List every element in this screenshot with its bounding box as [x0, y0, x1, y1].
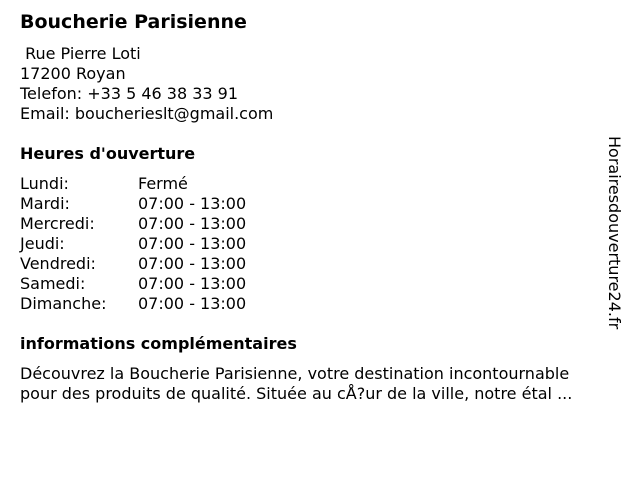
day-label: Vendredi:	[20, 254, 96, 273]
opening-hours-heading: Heures d'ouverture	[20, 144, 196, 163]
phone-number: Telefon: +33 5 46 38 33 91	[20, 84, 239, 103]
day-hours: 07:00 - 13:00	[138, 294, 247, 313]
postal-city: 17200 Royan	[20, 64, 126, 83]
day-label: Lundi:	[20, 174, 69, 193]
day-label: Samedi:	[20, 274, 86, 293]
business-name: Boucherie Parisienne	[20, 11, 247, 33]
day-hours: 07:00 - 13:00	[138, 234, 247, 253]
day-hours: 07:00 - 13:00	[138, 274, 247, 293]
site-watermark: Horairesdouverture24.fr	[605, 136, 624, 330]
description-line: Découvrez la Boucherie Parisienne, votre destination incontournable	[20, 364, 570, 383]
day-label: Mercredi:	[20, 214, 95, 233]
day-label: Jeudi:	[20, 234, 65, 253]
day-label: Mardi:	[20, 194, 70, 213]
day-hours: Fermé	[138, 174, 188, 193]
day-label: Dimanche:	[20, 294, 107, 313]
street-address: Rue Pierre Loti	[20, 44, 141, 63]
business-description	[20, 364, 630, 404]
day-hours: 07:00 - 13:00	[138, 254, 247, 273]
description-line: pour des produits de qualité. Située au cÅ?ur de la ville, notre étal ...	[20, 384, 573, 403]
additional-info-heading: informations complémentaires	[20, 334, 297, 353]
email-address: Email: boucherieslt@gmail.com	[20, 104, 274, 123]
address-block	[20, 44, 273, 124]
day-hours: 07:00 - 13:00	[138, 194, 247, 213]
day-hours: 07:00 - 13:00	[138, 214, 247, 233]
